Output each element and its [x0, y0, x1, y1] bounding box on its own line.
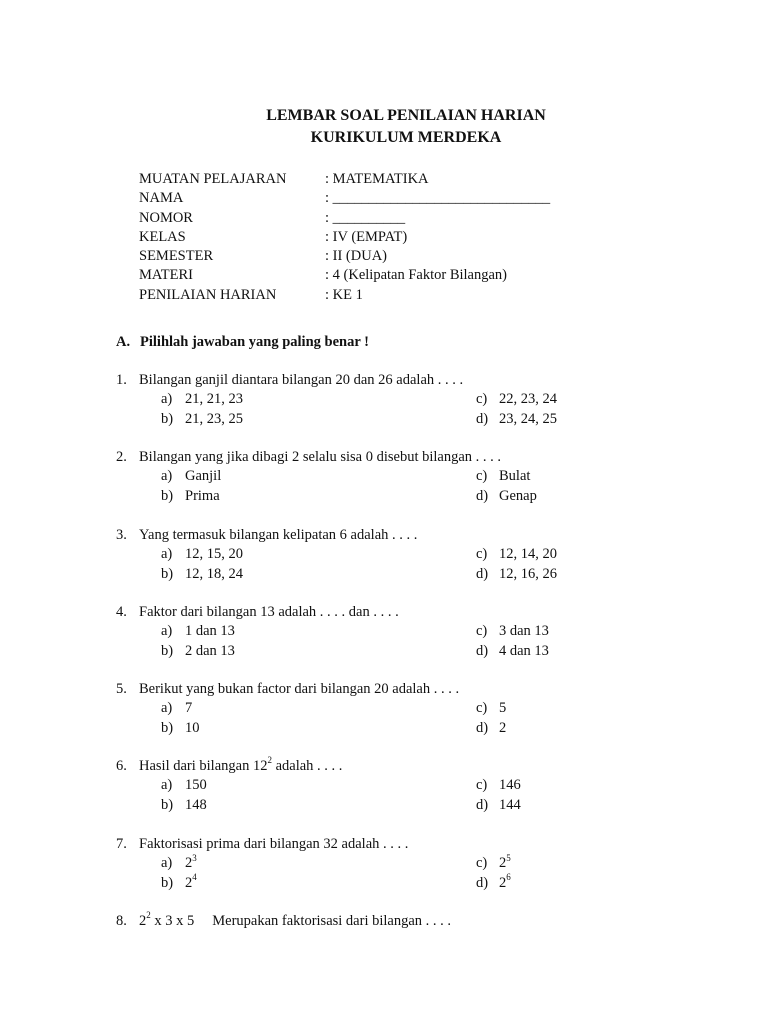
- option-letter: a): [161, 623, 173, 640]
- info-value: : 4 (Kelipatan Faktor Bilangan): [325, 267, 508, 284]
- option-text: 5: [499, 700, 507, 717]
- section-instruction: Pilihlah jawaban yang paling benar !: [140, 334, 369, 350]
- question-text: [139, 912, 451, 931]
- info-value: : KE 1: [325, 286, 363, 303]
- question-text: Bilangan yang jika dibagi 2 selalu sisa 0 disebut bilangan . . . .: [139, 449, 502, 465]
- option-letter: a): [161, 855, 173, 872]
- option-letter: d): [476, 796, 489, 813]
- option-text: 3 dan 13: [499, 623, 549, 640]
- question-number: 2.: [116, 449, 127, 465]
- exponent: 6: [506, 871, 511, 882]
- question-number: 6.: [116, 758, 127, 774]
- question-text: [139, 757, 342, 776]
- option-text: 4 dan 13: [499, 642, 549, 659]
- info-label: PENILAIAN HARIAN: [139, 286, 277, 303]
- question-text-post: adalah . . . .: [271, 758, 343, 774]
- option-letter: a): [161, 777, 173, 794]
- option-text: Prima: [185, 487, 220, 504]
- number-field[interactable]: : __________: [325, 209, 406, 226]
- option-text: 12, 15, 20: [185, 546, 243, 563]
- option-letter: d): [476, 410, 489, 427]
- option-text: 22, 23, 24: [499, 391, 557, 408]
- option-text: Genap: [499, 487, 537, 504]
- info-value: : IV (EMPAT): [325, 228, 408, 245]
- option-letter: a): [161, 468, 173, 485]
- question-text-pre: Hasil dari bilangan 12: [139, 758, 268, 774]
- option-letter: b): [161, 642, 174, 659]
- info-label: MATERI: [139, 267, 193, 284]
- question-number: 7.: [116, 836, 127, 852]
- info-label: SEMESTER: [139, 248, 214, 265]
- exponent: 3: [192, 852, 197, 863]
- option-text: 1 dan 13: [185, 623, 235, 640]
- question-text: Faktor dari bilangan 13 adalah . . . . dan . . . .: [139, 604, 399, 620]
- info-label: NAMA: [139, 190, 184, 207]
- power-base: 2: [185, 855, 193, 872]
- info-label: KELAS: [139, 228, 186, 245]
- option-letter: c): [476, 855, 488, 872]
- option-letter: d): [476, 642, 489, 659]
- exponent: 2: [146, 910, 151, 921]
- option-letter: a): [161, 546, 173, 563]
- option-letter: d): [476, 874, 489, 891]
- option-text: 12, 18, 24: [185, 565, 243, 582]
- question-text: Faktorisasi prima dari bilangan 32 adalah . . . .: [139, 836, 409, 852]
- name-field[interactable]: : ______________________________: [325, 190, 551, 207]
- title-line-2: KURIKULUM MERDEKA: [310, 129, 502, 146]
- option-text: 21, 23, 25: [185, 410, 243, 427]
- title-line-1: LEMBAR SOAL PENILAIAN HARIAN: [266, 107, 546, 124]
- power-base: 2: [185, 874, 193, 891]
- option-letter: b): [161, 719, 174, 736]
- section-letter: A.: [116, 334, 131, 350]
- option-letter: d): [476, 719, 489, 736]
- option-text: Ganjil: [185, 468, 222, 485]
- question-text: Berikut yang bukan factor dari bilangan 20 adalah . . . .: [139, 681, 460, 697]
- option-text: 21, 21, 23: [185, 391, 243, 408]
- option-letter: b): [161, 410, 174, 427]
- question-text: Bilangan ganjil diantara bilangan 20 dan 26 adalah . . . .: [139, 372, 464, 388]
- question-number: 8.: [116, 913, 127, 929]
- option-letter: a): [161, 700, 173, 717]
- option-text: Bulat: [499, 468, 531, 485]
- option-text: [499, 854, 511, 873]
- question-text-pre: 2: [139, 913, 147, 929]
- power-base: 2: [499, 874, 507, 891]
- option-text: 10: [185, 719, 200, 736]
- option-text: 12, 16, 26: [499, 565, 557, 582]
- info-value: : II (DUA): [325, 248, 388, 265]
- section-heading: [116, 334, 369, 351]
- option-text: 148: [185, 796, 207, 813]
- option-text: [185, 871, 197, 893]
- option-letter: a): [161, 391, 173, 408]
- option-text: 2 dan 13: [185, 642, 235, 659]
- question-number: 1.: [116, 372, 127, 388]
- option-text: 7: [185, 700, 193, 717]
- question-text-post: x 3 x 5: [150, 913, 195, 929]
- option-text: 2: [499, 719, 507, 736]
- option-text: 146: [499, 777, 521, 794]
- power-base: 2: [499, 855, 507, 872]
- option-text: 150: [185, 777, 207, 794]
- option-letter: b): [161, 565, 174, 582]
- option-letter: c): [476, 700, 488, 717]
- option-letter: c): [476, 546, 488, 563]
- option-letter: b): [161, 874, 174, 891]
- question-number: 4.: [116, 604, 127, 620]
- exponent: 4: [192, 871, 197, 882]
- exponent: 2: [267, 755, 272, 766]
- question-text: Yang termasuk bilangan kelipatan 6 adalah . . . .: [139, 527, 418, 543]
- info-value: : MATEMATIKA: [325, 171, 429, 187]
- option-letter: b): [161, 487, 174, 504]
- option-text: 144: [499, 796, 521, 813]
- info-label: MUATAN PELAJARAN: [139, 171, 287, 187]
- option-letter: d): [476, 565, 489, 582]
- option-letter: c): [476, 391, 488, 408]
- option-letter: b): [161, 796, 174, 813]
- option-letter: d): [476, 487, 489, 504]
- exponent: 5: [506, 852, 511, 863]
- option-text: [185, 854, 197, 873]
- question-number: 3.: [116, 527, 127, 543]
- option-text: 12, 14, 20: [499, 546, 557, 563]
- option-letter: c): [476, 468, 488, 485]
- option-text: [499, 871, 511, 893]
- question-text-tail: Merupakan faktorisasi dari bilangan . . . .: [212, 913, 452, 929]
- option-letter: c): [476, 777, 488, 794]
- question-number: 5.: [116, 681, 127, 697]
- option-text: 23, 24, 25: [499, 410, 557, 427]
- option-letter: c): [476, 623, 488, 640]
- info-label: NOMOR: [139, 209, 193, 226]
